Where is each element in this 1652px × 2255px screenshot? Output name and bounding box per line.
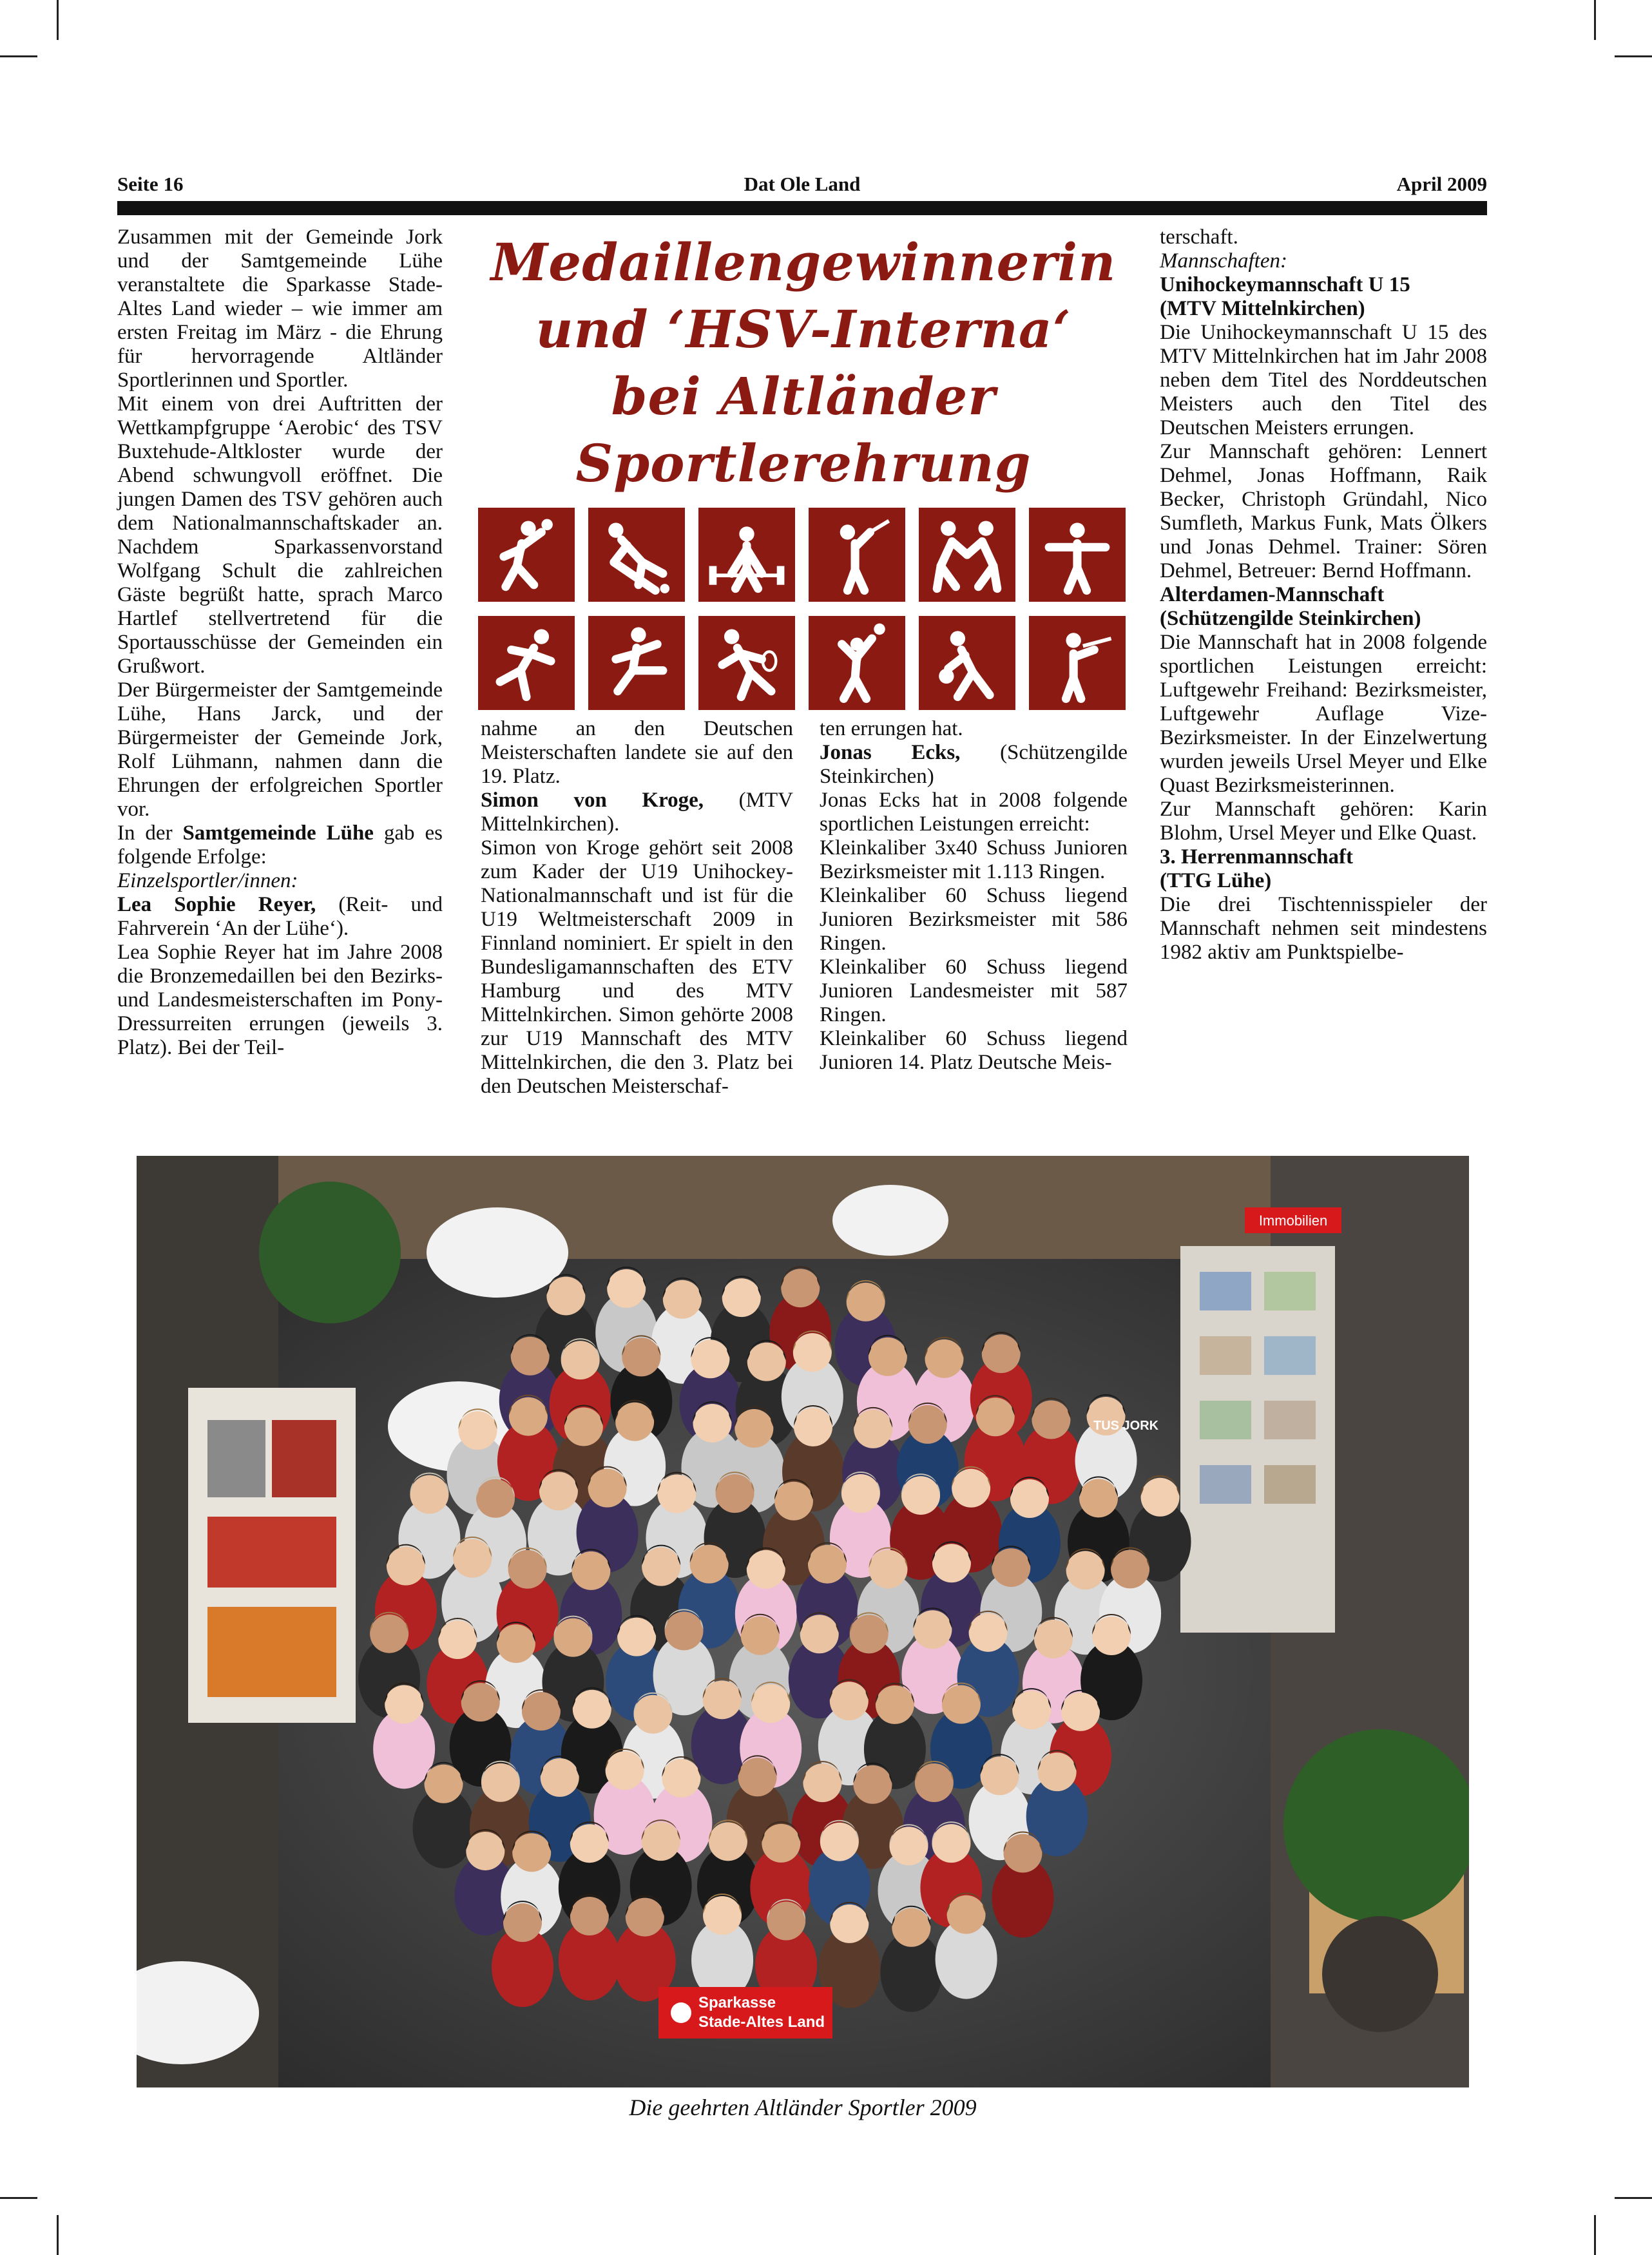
paragraph: Der Bürgermeister der Samtgemeinde Lühe, Hans Jarck, und der Bürgermeister der Gemeinde Jork, Rolf Lühmann, nahmen dann die Ehrungen der erfolgreichen Sportler vor. [117, 678, 443, 821]
sparkasse-sign-line1: Sparkasse [698, 1994, 776, 2011]
header-rule [117, 201, 1487, 215]
person-face [561, 1341, 600, 1379]
team-heading: Alterdamen-Mannschaft [1160, 583, 1385, 606]
article-column-3 [820, 717, 1128, 1142]
paragraph: terschaft. [1160, 225, 1238, 249]
person-face [952, 1469, 990, 1508]
person-face [522, 1692, 561, 1731]
person-face [767, 1901, 805, 1940]
person-face [892, 1908, 930, 1947]
shooter-icon [1029, 616, 1126, 710]
person-face [385, 1685, 423, 1723]
person-face [509, 1397, 548, 1436]
paragraph: Kleinkaliber 3x40 Schuss Junioren Bezirksmeister mit 1.113 Ringen. [820, 836, 1128, 883]
team-heading: Unihockeymannschaft U 15 [1160, 273, 1410, 296]
title-line: Sportlerehrung [575, 433, 1032, 494]
person-face [657, 1475, 696, 1513]
person-face [1079, 1479, 1118, 1517]
crop-mark [1594, 0, 1596, 40]
person-face [992, 1548, 1030, 1587]
paragraph: Zur Mannschaft gehören: Karin Blohm, Ursel Meyer und Elke Quast. [1160, 798, 1487, 845]
person-face [1003, 1834, 1042, 1873]
person-face [830, 1682, 869, 1720]
hurdler-icon [588, 616, 685, 710]
page-header [117, 169, 1487, 198]
person-face [546, 1276, 585, 1315]
person-face [716, 1474, 754, 1513]
paragraph: Mit einem von drei Auftritten der Wettkampfgruppe ‘Aerobic‘ des TSV Buxtehude-Altkloster wurde der Abend schwungvoll eröffnet. Die jungen Damen des TSV gehören auch dem Nationalmannschaftskader an. Nachdem Sparkassenvorstand Wolfgang Schult die zahlreichen Gäste begrüßt hatte, sprach Marco Hartlef stellvertretend für die Sportausschüsse der Gemeinden ein Grußwort. [117, 392, 443, 678]
person-face [853, 1765, 892, 1804]
person-face [512, 1833, 551, 1872]
athlete-club: (MTV Mittelnkirchen). [481, 789, 793, 836]
person-face [503, 1903, 542, 1942]
person-face [1034, 1620, 1073, 1658]
person-face [539, 1472, 578, 1510]
person-face [781, 1269, 820, 1307]
volleyball-player-icon [809, 616, 905, 710]
person-face [642, 1548, 680, 1586]
person-face [915, 1763, 954, 1802]
person-face [691, 1339, 729, 1378]
subheading: Mannschaften: [1160, 249, 1287, 273]
person-face [606, 1751, 644, 1790]
athlete-name: Lea Sophie Reyer, [117, 893, 316, 916]
person-face [553, 1618, 592, 1657]
person-face [925, 1339, 963, 1378]
person-face [607, 1269, 646, 1308]
person-face [1141, 1478, 1180, 1517]
tennis-player-icon [698, 616, 795, 710]
paragraph: Lea Sophie Reyer hat im Jahre 2008 die Bronzemedaillen bei den Bezirks- und Landesmeisterschaften im Pony-Dressurreiten errungen (jeweils 3. Platz). Bei der Teil- [117, 941, 443, 1059]
runner-icon [478, 616, 575, 710]
athlete-entry [820, 741, 1128, 789]
person-face [622, 1338, 660, 1376]
person-face [466, 1832, 504, 1870]
text-run: gab es folgende Erfolge: [117, 821, 443, 868]
person-face [626, 1898, 664, 1937]
person-face [633, 1695, 672, 1734]
paragraph: ten errungen hat. [820, 717, 963, 740]
issue-date: April 2009 [1396, 173, 1487, 195]
title-line: bei Altländer [611, 366, 996, 427]
shirt-print: TUS JORK [1093, 1419, 1159, 1433]
athlete-name: Jonas Ecks, [820, 741, 961, 764]
wrestlers-icon [919, 508, 1015, 602]
team-heading: 3. Herrenmannschaft [1160, 845, 1354, 868]
athlete-name: Simon von Kroge, [481, 789, 704, 812]
person-face [642, 1822, 680, 1861]
person-face [425, 1765, 463, 1803]
person-face [932, 1544, 971, 1582]
person-face [615, 1403, 654, 1441]
person-face [541, 1758, 579, 1797]
person-face [901, 1476, 940, 1515]
athlete-entry [117, 893, 443, 941]
golfer-icon [809, 508, 905, 602]
crop-mark [0, 2197, 37, 2199]
paragraph [117, 821, 443, 869]
person-face [854, 1410, 892, 1448]
person-face [808, 1545, 847, 1584]
person-face [847, 1283, 885, 1321]
article-column-4 [1160, 225, 1487, 1140]
person-face [869, 1550, 908, 1588]
title-line: und ‘HSV-Interna‘ [535, 299, 1071, 360]
article-title [461, 229, 1146, 497]
person-face [774, 1482, 813, 1521]
person-face [850, 1615, 888, 1653]
person-face [889, 1827, 928, 1865]
team-club: (Schützengilde Steinkirchen) [1160, 607, 1421, 630]
person-face [830, 1905, 869, 1943]
person-face [703, 1896, 742, 1935]
crop-mark [1594, 2215, 1596, 2255]
person-face [869, 1338, 907, 1376]
person-face [820, 1823, 859, 1861]
person-face [1061, 1693, 1100, 1731]
person-face [573, 1690, 611, 1729]
person-face [617, 1618, 656, 1656]
hockey-player-icon [588, 508, 685, 602]
person-face [662, 1759, 700, 1798]
weightlifter-icon [698, 508, 795, 602]
sport-pictogram-grid [478, 508, 1125, 710]
person-face [803, 1763, 841, 1802]
person-face [735, 1409, 773, 1448]
person-face [690, 1545, 729, 1584]
person-face [793, 1333, 832, 1372]
team-club: (MTV Mittelnkirchen) [1160, 297, 1365, 320]
paragraph: Zusammen mit der Gemeinde Jork und der Samtgemeinde Lühe veranstaltete die Sparkasse Stade-Altes Land wieder – wie immer am ersten Freitag im März - die Ehrung für hervorragende Altländer Sportlerinnen und Sportler. [117, 225, 443, 392]
person-face [969, 1613, 1008, 1652]
person-face [947, 1895, 986, 1934]
group-photo [137, 1156, 1469, 2087]
paragraph: Kleinkaliber 60 Schuss liegend Junioren Bezirksmeister mit 586 Ringen. [820, 884, 1128, 955]
crop-mark [57, 0, 59, 40]
person-face [913, 1610, 952, 1649]
person-face [571, 1551, 610, 1590]
crop-mark [1615, 55, 1652, 57]
handball-thrower-icon [478, 508, 575, 602]
article-column-2 [481, 717, 793, 1142]
paragraph: Kleinkaliber 60 Schuss liegend Junioren Landesmeister mit 587 Ringen. [820, 955, 1128, 1026]
paragraph: Zur Mannschaft gehören: Lennert Dehmel, Jonas Hoffmann, Raik Becker, Christoph Gründahl, Nico Sumfleth, Markus Funk, Mats Ölkers und Jonas Dehmel. Trainer: Sören Dehmel, Betreuer: Bernd Hoffmann. [1160, 440, 1487, 582]
person-face [511, 1337, 550, 1376]
person-face [741, 1617, 780, 1655]
person-face [800, 1615, 839, 1653]
person-face [453, 1539, 492, 1578]
title-line: Medaillengewinnerin [490, 232, 1117, 293]
paragraph: Die drei Tischtennisspieler der Mannschaft nehmen seit mindestens 1982 aktiv am Punktspielbe- [1160, 893, 1487, 964]
person-face [762, 1824, 800, 1863]
person-face [564, 1407, 603, 1446]
paragraph: Kleinkaliber 60 Schuss liegend Junioren 14. Platz Deutsche Meis- [820, 1027, 1128, 1074]
sparkasse-sign-line2: Stade-Altes Land [698, 2013, 825, 2031]
person-face [942, 1685, 981, 1723]
person-face [1010, 1479, 1049, 1518]
person-face [570, 1897, 609, 1935]
group-photo-illustration [137, 1156, 1469, 2087]
person-face [1032, 1401, 1070, 1439]
person-face [747, 1550, 785, 1589]
person-face [876, 1685, 914, 1724]
person-face [693, 1404, 731, 1443]
article-column-1 [117, 225, 443, 1140]
person-face [709, 1822, 747, 1861]
publication-name: Dat Ole Land [744, 173, 861, 195]
athlete-club: (Reit- und Fahrverein ‘An der Lühe‘). [117, 893, 443, 940]
person-face [738, 1758, 777, 1796]
person-face [665, 1611, 704, 1650]
person-face [508, 1550, 547, 1589]
person-face [1012, 1691, 1051, 1729]
athlete-entry [481, 789, 793, 836]
person-face [932, 1824, 970, 1863]
person-face [841, 1474, 880, 1513]
person-face [370, 1615, 408, 1653]
person-face [982, 1334, 1021, 1373]
paragraph: Die Unihockeymannschaft U 15 des MTV Mittelnkirchen hat im Jahr 2008 neben dem Titel des Norddeutschen Meisters auch den Titel des Deutschen Meisters errungen. [1160, 321, 1487, 439]
text-run: In der [117, 821, 183, 845]
person-face [387, 1547, 425, 1586]
person-face [497, 1624, 535, 1663]
paragraph: Die Mannschaft hat in 2008 folgende sportlichen Leistungen erreicht: Luftgewehr Freihand: Bezirksmeister, Luftgewehr Auflage Vize-Bezirksmeister. In der Einzelwertung wurden jeweils Ursel Meyer und Elke Quast Bezirksmeisterinnen. [1160, 631, 1487, 797]
person-face [703, 1680, 742, 1719]
person-face [588, 1469, 627, 1508]
text-run-bold: Samtgemeinde Lühe [182, 821, 374, 845]
person-face [751, 1684, 790, 1723]
person-face [722, 1278, 761, 1317]
team-club: (TTG Lühe) [1160, 869, 1272, 892]
crop-mark [0, 55, 37, 57]
person-face [410, 1475, 448, 1513]
gymnast-icon [1029, 508, 1126, 602]
person-face [476, 1479, 515, 1518]
person-face [438, 1620, 477, 1659]
person-face [794, 1408, 832, 1446]
person-face [908, 1405, 947, 1444]
person-face [481, 1763, 520, 1802]
person-face [1092, 1617, 1131, 1655]
paragraph: Simon von Kroge gehört seit 2008 zum Kader der U19 Unihockey-Nationalmannschaft und ist für die U19 Weltmeisterschaft 2009 in Finnland nominiert. Er spielt in den Bundesligamannschaften des ETV Hamburg und des MTV Mittelnkirchen. Simon gehörte 2008 zur U19 Mannschaft des MTV Mittelnkirchen, die den 3. Platz bei den Deutschen Meisterschaf- [481, 836, 793, 1098]
person-face [1111, 1550, 1149, 1588]
person-face [458, 1411, 497, 1450]
crop-mark [1615, 2197, 1652, 2199]
immobilien-sign: Immobilien [1258, 1213, 1328, 1229]
page-number: Seite 16 [117, 173, 184, 195]
person-face [570, 1824, 609, 1863]
photo-caption: Die geehrten Altländer Sportler 2009 [629, 2095, 977, 2120]
paragraph: nahme an den Deutschen Meisterschaften landete sie auf den 19. Platz. [481, 717, 793, 788]
person-face [747, 1343, 786, 1381]
person-face [976, 1397, 1015, 1436]
athlete-club: (Schützengilde Steinkirchen) [820, 741, 1128, 788]
subheading: Einzelsportler/innen: [117, 869, 298, 892]
person-face [663, 1280, 702, 1319]
person-face [461, 1683, 500, 1722]
person-face [1066, 1551, 1105, 1589]
crop-mark [57, 2215, 59, 2255]
paragraph: Jonas Ecks hat in 2008 folgende sportlichen Leistungen erreicht: [820, 789, 1128, 836]
person-face [981, 1756, 1019, 1795]
bowler-icon [919, 616, 1015, 710]
person-face [1038, 1752, 1077, 1791]
